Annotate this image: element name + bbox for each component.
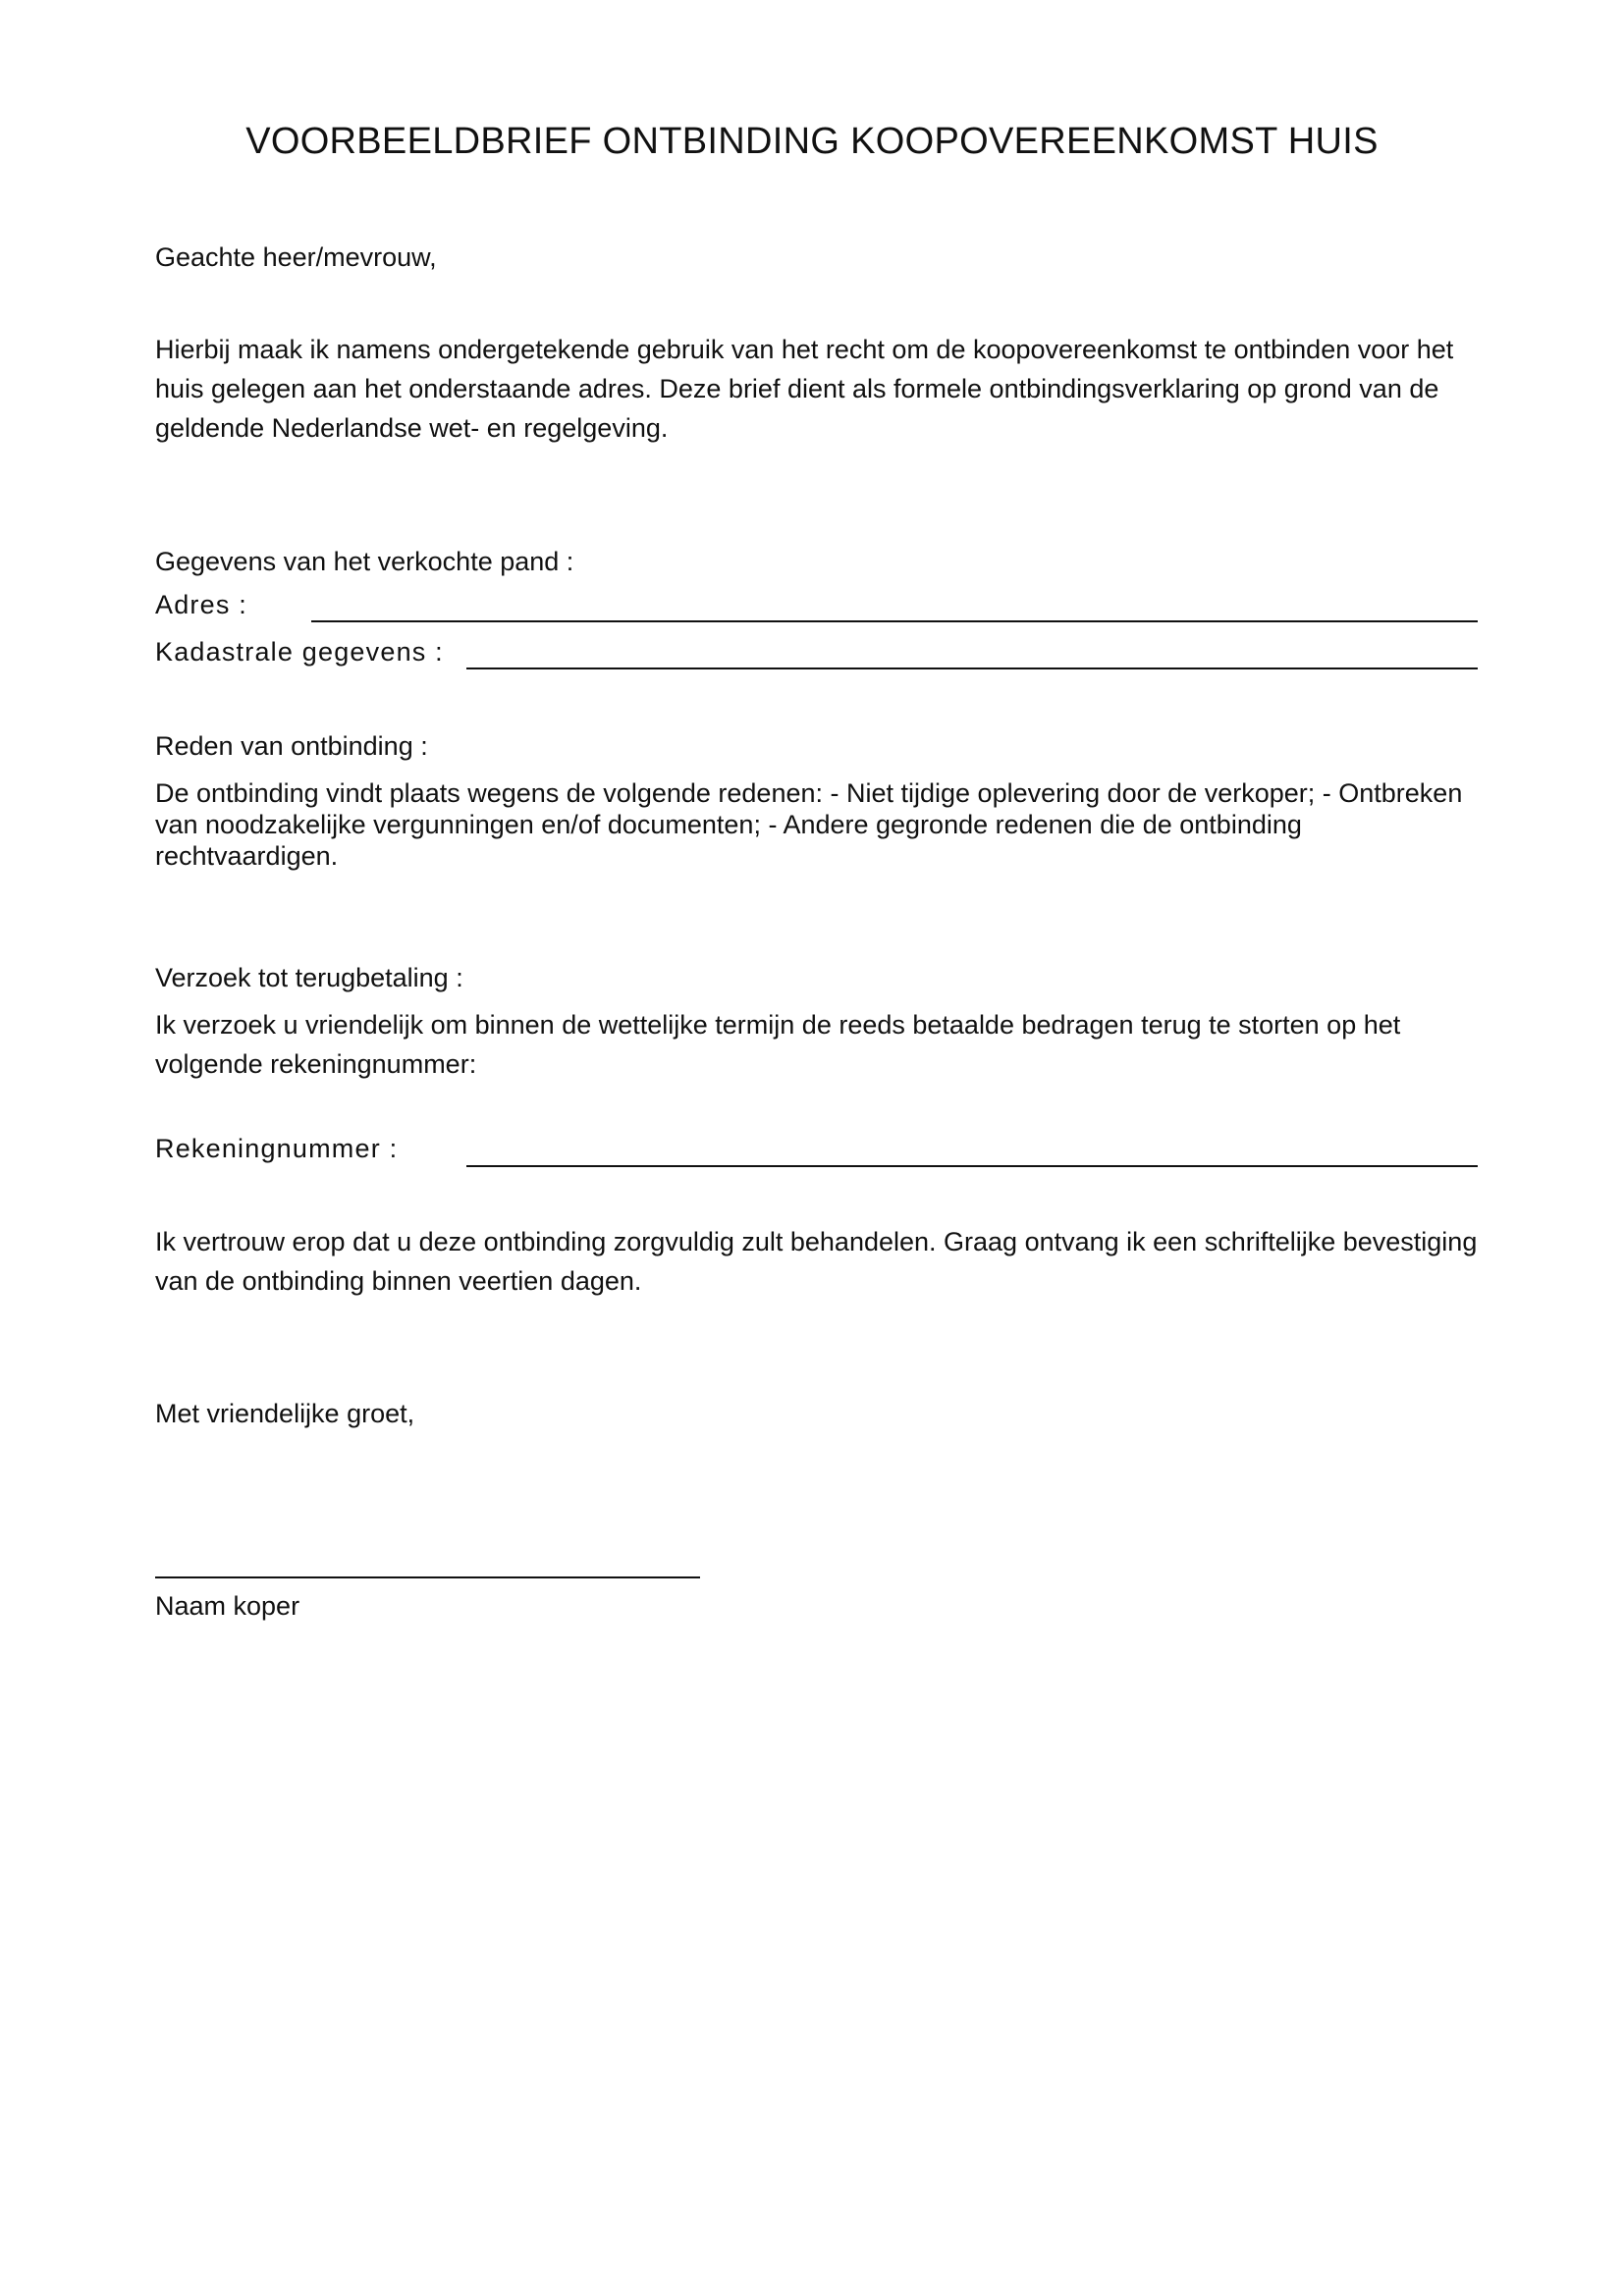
account-label: Rekeningnummer :	[155, 1134, 399, 1163]
refund-text: Ik verzoek u vriendelijk om binnen de wettelijke termijn de reeds betaalde bedragen terug te storten op het volgende rekeningnummer:	[155, 1010, 1401, 1079]
reason-text: De ontbinding vindt plaats wegens de volgende redenen: - Niet tijdige oplevering door de verkoper; - Ontbreken van noodzakelijke vergunningen en/of documenten; - Andere gegronde redenen die de ontbinding rechtvaardigen.	[155, 778, 1463, 871]
closing-paragraph: Ik vertrouw erop dat u deze ontbinding zorgvuldig zult behandelen. Graag ontvang ik een schriftelijke bevestiging van de ontbinding binnen veertien dagen.	[155, 1227, 1478, 1296]
reason-heading: Reden van ontbinding :	[155, 731, 428, 761]
intro-paragraph: Hierbij maak ik namens ondergetekende gebruik van het recht om de koopovereenkomst te ontbinden voor het huis gelegen aan het onderstaande adres. Deze brief dient als formele ontbindingsverklaring op grond van de geldende Nederlandse wet- en regelgeving.	[155, 335, 1454, 443]
signature-line[interactable]	[155, 1576, 700, 1578]
salutation: Geachte heer/mevrouw,	[155, 242, 437, 272]
letter-title: VOORBEELDBRIEF ONTBINDING KOOPOVEREENKOMST HUIS	[245, 121, 1379, 162]
address-label: Adres :	[155, 590, 247, 619]
address-field[interactable]	[311, 620, 1478, 622]
cadastral-field[interactable]	[466, 667, 1478, 669]
property-heading: Gegevens van het verkochte pand :	[155, 547, 574, 576]
sign-off: Met vriendelijke groet,	[155, 1399, 415, 1428]
cadastral-label: Kadastrale gegevens :	[155, 637, 444, 667]
refund-heading: Verzoek tot terugbetaling :	[155, 963, 463, 992]
signature-caption: Naam koper	[155, 1591, 300, 1621]
account-field[interactable]	[466, 1165, 1478, 1167]
